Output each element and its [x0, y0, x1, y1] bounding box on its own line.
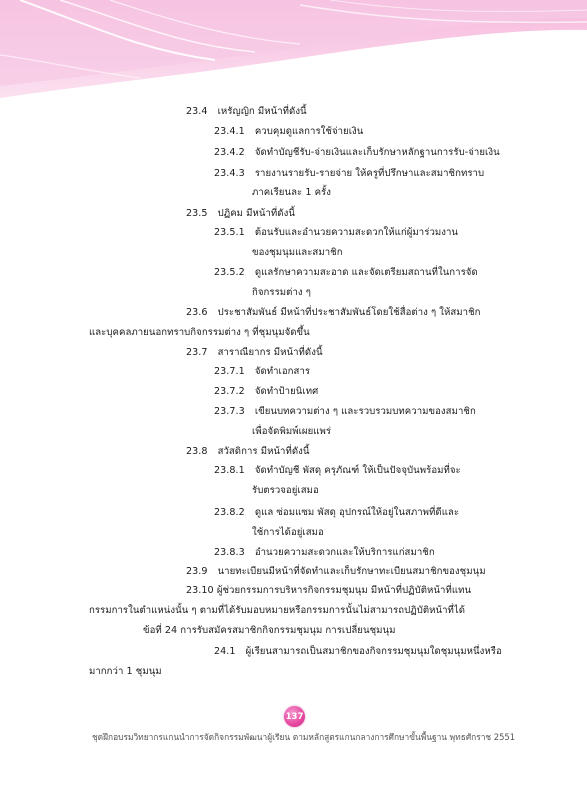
section-23-6-cont: และบุคคลภายนอกทราบกิจกรรมต่าง ๆ ที่ชุมนุมจัดขึ้น — [89, 327, 310, 338]
item-24-1-cont: มากกว่า 1 ชุมนุม — [89, 666, 162, 677]
item-23-5-2: 23.5.2 ดูแลรักษาความสะอาด และจัดเตรียมสถานที่ในการจัด — [214, 267, 478, 278]
item-23-5-1-cont: ของชุมนุมและสมาชิก — [252, 247, 343, 258]
item-23-4-2: 23.4.2 จัดทำบัญชีรับ-จ่ายเงินและเก็บรักษาหลักฐานการรับ-จ่ายเงิน — [214, 147, 500, 158]
item-23-4-3-cont: ภาคเรียนละ 1 ครั้ง — [252, 187, 331, 198]
item-23-7-1: 23.7.1 จัดทำเอกสาร — [214, 366, 311, 377]
item-23-8-1-cont: รับตรวจอยู่เสมอ — [252, 485, 319, 496]
item-23-5-1: 23.5.1 ต้อนรับและอำนวยความสะดวกให้แก่ผู้มาร่วมงาน — [214, 227, 459, 238]
item-24-1: 24.1 ผู้เรียนสามารถเป็นสมาชิกของกิจกรรมชุมนุมใดชุมนุมหนึ่งหรือ — [214, 646, 502, 657]
item-23-7-2: 23.7.2 จัดทำป้ายนิเทศ — [214, 386, 319, 397]
section-23-8: 23.8 สวัสดิการ มีหน้าที่ดังนี้ — [186, 446, 310, 457]
section-23-10-cont: กรรมการในตำแหน่งนั้น ๆ ตามที่ได้รับมอบหมายหรือกรรมการนั้นไม่สามารถปฏิบัติหน้าที่ได้ — [89, 605, 466, 616]
item-23-7-3: 23.7.3 เขียนบทความต่าง ๆ และรวบรวมบทความของสมาชิก — [214, 406, 476, 417]
item-23-4-1: 23.4.1 ควบคุมดูแลการใช้จ่ายเงิน — [214, 126, 364, 137]
item-23-8-2-cont: ใช้การได้อยู่เสมอ — [252, 527, 324, 538]
item-23-8-2: 23.8.2 ดูแล ซ่อมแซม พัสดุ อุปกรณ์ให้อยู่ในสภาพที่ดีและ — [214, 507, 460, 518]
section-23-6: 23.6 ประชาสัมพันธ์ มีหน้าที่ประชาสัมพันธ์โดยใช้สื่อต่าง ๆ ให้สมาชิก — [186, 307, 481, 318]
item-23-8-1: 23.8.1 จัดทำบัญชี พัสดุ ครุภัณฑ์ ให้เป็นปัจจุบันพร้อมที่จะ — [214, 465, 461, 476]
item-23-8-3: 23.8.3 อำนวยความสะดวกและให้บริการแก่สมาชิก — [214, 547, 435, 558]
article-24-heading: ข้อที่ 24 การรับสมัครสมาชิกกิจกรรมชุมนุม การเปลี่ยนชุมนุม — [143, 625, 396, 636]
section-23-4: 23.4 เหรัญญิก มีหน้าที่ดังนี้ — [186, 106, 307, 117]
footer-text: ชุดฝึกอบรมวิทยากรแกนนำการจัดกิจกรรมพัฒนาผู้เรียน ตามหลักสูตรแกนกลางการศึกษาขั้นพื้นฐาน พุทธศักราช 2551 — [92, 732, 516, 742]
section-23-5: 23.5 ปฏิคม มีหน้าที่ดังนี้ — [186, 208, 295, 219]
section-23-9: 23.9 นายทะเบียนมีหน้าที่จัดทำและเก็บรักษาทะเบียนสมาชิกของชุมนุม — [186, 566, 486, 577]
item-23-4-3: 23.4.3 รายงานรายรับ-รายจ่าย ให้ครูที่ปรึกษาและสมาชิกทราบ — [214, 168, 485, 179]
section-23-10: 23.10 ผู้ช่วยกรรมการบริหารกิจกรรมชุมนุม มีหน้าที่ปฏิบัติหน้าที่แทน — [186, 585, 472, 596]
section-23-7: 23.7 สาราณียากร มีหน้าที่ดังนี้ — [186, 347, 323, 358]
item-23-7-3-cont: เพื่อจัดพิมพ์เผยแพร่ — [252, 426, 332, 437]
page-number-badge: 137 — [284, 706, 305, 727]
item-23-5-2-cont: กิจกรรมต่าง ๆ — [252, 287, 311, 298]
